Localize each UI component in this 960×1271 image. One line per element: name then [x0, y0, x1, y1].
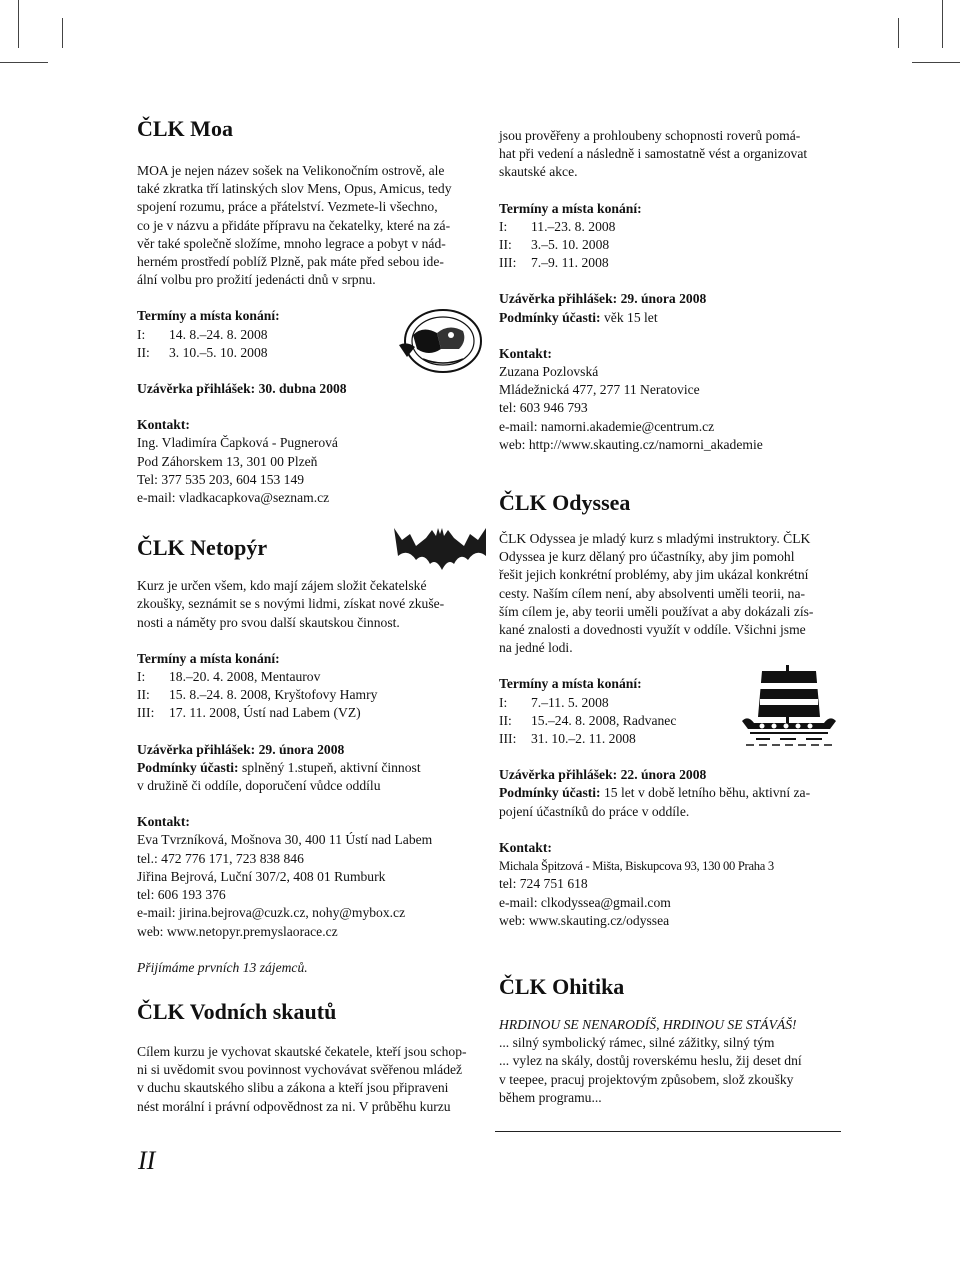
date-row: I: 11.–23. 8. 2008: [499, 218, 616, 234]
date-row: I: 14. 8.–24. 8. 2008: [137, 326, 268, 342]
contact-web: web: www.netopyr.premyslaorace.cz: [137, 923, 338, 939]
contact-line: Ing. Vladimíra Čapková - Pugnerová: [137, 435, 338, 451]
contact-line: Zuzana Pozlovská: [499, 364, 599, 380]
moa-dates-label: Termíny a místa konání:: [137, 308, 280, 324]
netopyr-note: Přijímáme prvních 13 zájemců.: [137, 959, 308, 975]
date-row: III: 31. 10.–2. 11. 2008: [499, 731, 636, 747]
contact-line: Michala Špitzová - Mišta, Biskupcova 93, 130 00 Praha 3: [499, 859, 774, 874]
moa-deadline: Uzávěrka přihlášek: 30. dubna 2008: [137, 381, 347, 397]
moa-title: ČLK Moa: [137, 116, 233, 141]
contact-line: Mládežnická 477, 277 11 Neratovice: [499, 382, 700, 398]
netopyr-contact-label: Kontakt:: [137, 814, 190, 830]
contact-line: Eva Tvrzníková, Mošnova 30, 400 11 Ústí nad Labem: [137, 832, 433, 848]
vodni-contact-label: Kontakt:: [499, 345, 552, 361]
odyssea-intro: ČLK Odyssea je mladý kurz s mladými instruktory. ČLK Odyssea je kurz dělaný pro účastníky, aby jim pomohl řešit jejich konkrétní problémy, aby jim ukázal konkrétní cesty. Naším cílem není, aby absolventi uměli teorii, na- ším cílem je, aby teorii uměli používat a aby dokázali zís- kané znalosti a dovednosti využít v oddíle. Všichni jsme na jedné lodi.: [499, 531, 814, 656]
crop-mark: [898, 18, 899, 48]
crop-mark: [912, 62, 960, 63]
crop-mark: [942, 0, 943, 48]
netopyr-dates-label: Termíny a místa konání:: [137, 650, 280, 666]
contact-email: e-mail: vladkacapkova@seznam.cz: [137, 490, 330, 506]
date-row: II: 3.–5. 10. 2008: [499, 237, 610, 253]
date-row: III: 17. 11. 2008, Ústí nad Labem (VZ): [137, 705, 361, 721]
odyssea-contact-label: Kontakt:: [499, 839, 552, 855]
bat-logo-icon: [392, 520, 488, 576]
contact-email: e-mail: jirina.bejrova@cuzk.cz, nohy@mybox.cz: [137, 905, 406, 921]
crop-mark: [0, 62, 48, 63]
date-row: II: 15.–24. 8. 2008, Radvanec: [499, 712, 677, 728]
left-column: [137, 118, 482, 1116]
bottom-rule: [495, 1131, 841, 1132]
ohitika-text: ... silný symbolický rámec, silné zážitky, silný tým ... vylez na skály, dostůj roverskému heslu, žij deset dní v teepee, pracuj projektovým způsobem, slož zkoušky během programu...: [499, 1035, 802, 1105]
odyssea-conditions: Podmínky účasti: 15 let v době letního běhu, aktivní za-: [499, 785, 811, 801]
contact-web: web: http://www.skauting.cz/namorni_akademie: [499, 436, 763, 452]
vodni-intro-continued: jsou prověřeny a prohloubeny schopnosti roverů pomá- hat při vedení a následně i samostatně vést a organizovat skautské akce.: [499, 128, 808, 180]
vodni-title: ČLK Vodních skautů: [137, 998, 337, 1024]
contact-email: e-mail: namorni.akademie@centrum.cz: [499, 418, 715, 434]
contact-web: web: www.skauting.cz/odyssea: [499, 912, 670, 928]
contact-line: tel: 603 946 793: [499, 400, 588, 416]
contact-line: tel: 606 193 376: [137, 887, 226, 903]
moa-contact-label: Kontakt:: [137, 417, 190, 433]
vodni-conditions: Podmínky účasti: věk 15 let: [499, 309, 658, 325]
vodni-intro: Cílem kurzu je vychovat skautské čekatele, kteří jsou schop- ni si uvědomit svou povinnost vychovávat svěřenou mládež v duchu skautského slibu a zákona a kteří jsou připraveni nést morální i právní odpovědnost za ni. V průběhu kurzu: [137, 1043, 467, 1114]
moa-intro: MOA je nejen název sošek na Velikonočním ostrově, ale také zkratka tří latinských slov Mens, Opus, Amicus, tedy spojení rozumu, práce a přátelství. Vezmete-li všechno, co je v názvu a přidáte přípravu na čekatelky, které na zá- věr také společně složíme, mnoho legrace a pobyt v nád- herném prostředí poblíž Plzně, pak máte před sebou ide- ální volbu pro prožití jedenácti dnů v srpnu.: [137, 163, 452, 288]
netopyr-deadline: Uzávěrka přihlášek: 29. února 2008: [137, 741, 345, 757]
right-column: [499, 127, 844, 1107]
netopyr-title: ČLK Netopýr: [137, 535, 268, 561]
contact-email: e-mail: clkodyssea@gmail.com: [499, 894, 671, 910]
crop-mark: [62, 18, 63, 48]
contact-line: Tel: 377 535 203, 604 153 149: [137, 471, 305, 487]
netopyr-intro: Kurz je určen všem, kdo mají zájem složit čekatelské zkoušky, seznámit se s novými lidmi, získat nové zkuše- nosti a náměty pro svou další skautskou činnost.: [137, 578, 445, 630]
contact-line: Jiřina Bejrová, Luční 307/2, 408 01 Rumburk: [137, 868, 386, 884]
netopyr-conditions-cont: v družině či oddíle, doporučení vůdce oddílu: [137, 778, 381, 794]
date-row: II: 15. 8.–24. 8. 2008, Kryštofovy Hamry: [137, 687, 378, 703]
date-row: I: 7.–11. 5. 2008: [499, 694, 609, 710]
moa-logo-icon: [393, 305, 485, 377]
odyssea-title: ČLK Odyssea: [499, 490, 631, 516]
odyssea-deadline: Uzávěrka přihlášek: 22. února 2008: [499, 767, 707, 783]
contact-line: tel.: 472 776 171, 723 838 846: [137, 850, 304, 866]
vodni-deadline: Uzávěrka přihlášek: 29. února 2008: [499, 291, 707, 307]
odyssea-dates-label: Termíny a místa konání:: [499, 676, 642, 692]
date-row: III: 7.–9. 11. 2008: [499, 255, 609, 271]
ohitika-title: ČLK Ohitika: [499, 973, 625, 999]
netopyr-conditions: Podmínky účasti: splněný 1.stupeň, aktivní činnost: [137, 759, 421, 775]
crop-mark: [18, 0, 19, 48]
contact-line: Pod Záhorskem 13, 301 00 Plzeň: [137, 453, 318, 469]
ohitika-motto: HRDINOU SE NENARODÍŠ, HRDINOU SE STÁVÁŠ!: [499, 1016, 797, 1032]
odyssea-conditions-cont: pojení účastníků do práce v oddíle.: [499, 803, 690, 819]
ship-logo-icon: [740, 663, 838, 749]
page-number: II: [138, 1146, 156, 1175]
vodni-dates-label: Termíny a místa konání:: [499, 200, 642, 216]
contact-line: tel: 724 751 618: [499, 876, 588, 892]
date-row: I: 18.–20. 4. 2008, Mentaurov: [137, 669, 321, 685]
date-row: II: 3. 10.–5. 10. 2008: [137, 344, 268, 360]
